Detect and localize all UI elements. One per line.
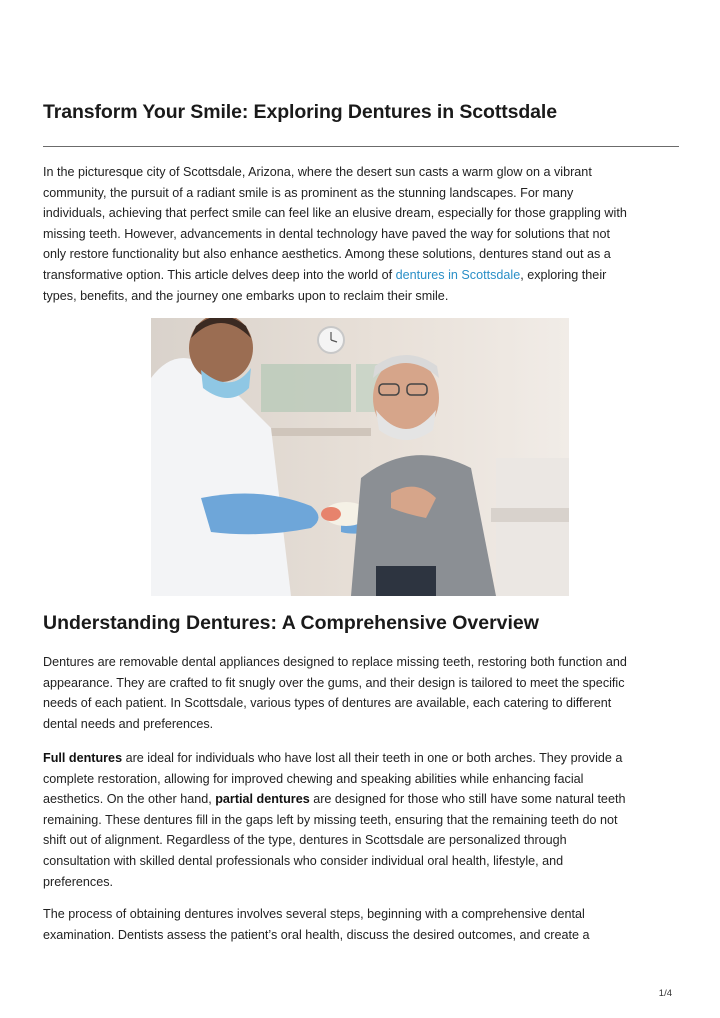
text-line: dental needs and preferences. bbox=[43, 716, 214, 731]
text-line: shift out of alignment. Regardless of the type, dentures in Scottsdale are personalized through bbox=[43, 833, 567, 848]
text-line: only restore functionality but also enhance aesthetics. Among these solutions, dentures stand out as a bbox=[43, 247, 611, 262]
photo-illustration bbox=[151, 318, 569, 596]
text-line: consultation with skilled dental professionals who consider individual oral health, lifestyle, and bbox=[43, 853, 564, 868]
text-line: individuals, achieving that perfect smile can feel like an elusive dream, especially for those grappling with bbox=[43, 206, 627, 221]
overview-paragraph bbox=[43, 652, 679, 734]
title-divider bbox=[43, 146, 679, 147]
text-line bbox=[43, 265, 679, 286]
bold-term: Full dentures bbox=[43, 751, 123, 765]
text-line: needs of each patient. In Scottsdale, various types of dentures are available, each catering to different bbox=[43, 696, 612, 711]
article-title: Transform Your Smile: Exploring Dentures in Scottsdale bbox=[43, 101, 557, 123]
intro-paragraph bbox=[43, 162, 679, 306]
text-segment: are ideal for individuals who have lost all their teeth in one or both arches. They provide a bbox=[122, 751, 623, 765]
text-line: complete restoration, allowing for improved chewing and speaking abilities while enhancing facial bbox=[43, 771, 584, 786]
text-line: appearance. They are crafted to fit snugly over the gums, and their design is tailored to meet the specific bbox=[43, 675, 625, 690]
page-indicator: 1/4 bbox=[658, 988, 672, 999]
process-paragraph bbox=[43, 904, 679, 945]
text-line: types, benefits, and the journey one embarks upon to reclaim their smile. bbox=[43, 288, 449, 303]
text-line: remaining. These dentures fill in the gaps left by missing teeth, ensuring that the remaining teeth do not bbox=[43, 812, 618, 827]
text-line: In the picturesque city of Scottsdale, Arizona, where the desert sun casts a warm glow on a vibrant bbox=[43, 165, 592, 179]
dentures-scottsdale-link[interactable]: dentures in Scottsdale bbox=[395, 267, 521, 282]
text-segment: aesthetics. On the other hand, bbox=[43, 792, 216, 807]
text-line: preferences. bbox=[43, 874, 114, 889]
section-heading: Understanding Dentures: A Comprehensive Overview bbox=[43, 612, 539, 634]
bold-term: partial dentures bbox=[215, 792, 310, 807]
text-line bbox=[43, 789, 679, 810]
text-line bbox=[43, 748, 679, 769]
text-line: examination. Dentists assess the patient’s oral health, discuss the desired outcomes, and create a bbox=[43, 927, 590, 942]
text-segment: transformative option. This article delves deep into the world of bbox=[43, 267, 396, 282]
text-line: missing teeth. However, advancements in dental technology have paved the way for solutions that not bbox=[43, 226, 611, 241]
types-paragraph bbox=[43, 748, 679, 892]
text-line: Dentures are removable dental appliances designed to replace missing teeth, restoring both function and bbox=[43, 655, 627, 669]
text-segment: are designed for those who still have some natural teeth bbox=[309, 792, 626, 807]
text-line: The process of obtaining dentures involves several steps, beginning with a comprehensive dental bbox=[43, 907, 585, 921]
text-segment: , exploring their bbox=[520, 267, 607, 282]
text-line: community, the pursuit of a radiant smile is as prominent as the stunning landscapes. For many bbox=[43, 185, 574, 200]
dentist-patient-photo bbox=[151, 318, 569, 596]
